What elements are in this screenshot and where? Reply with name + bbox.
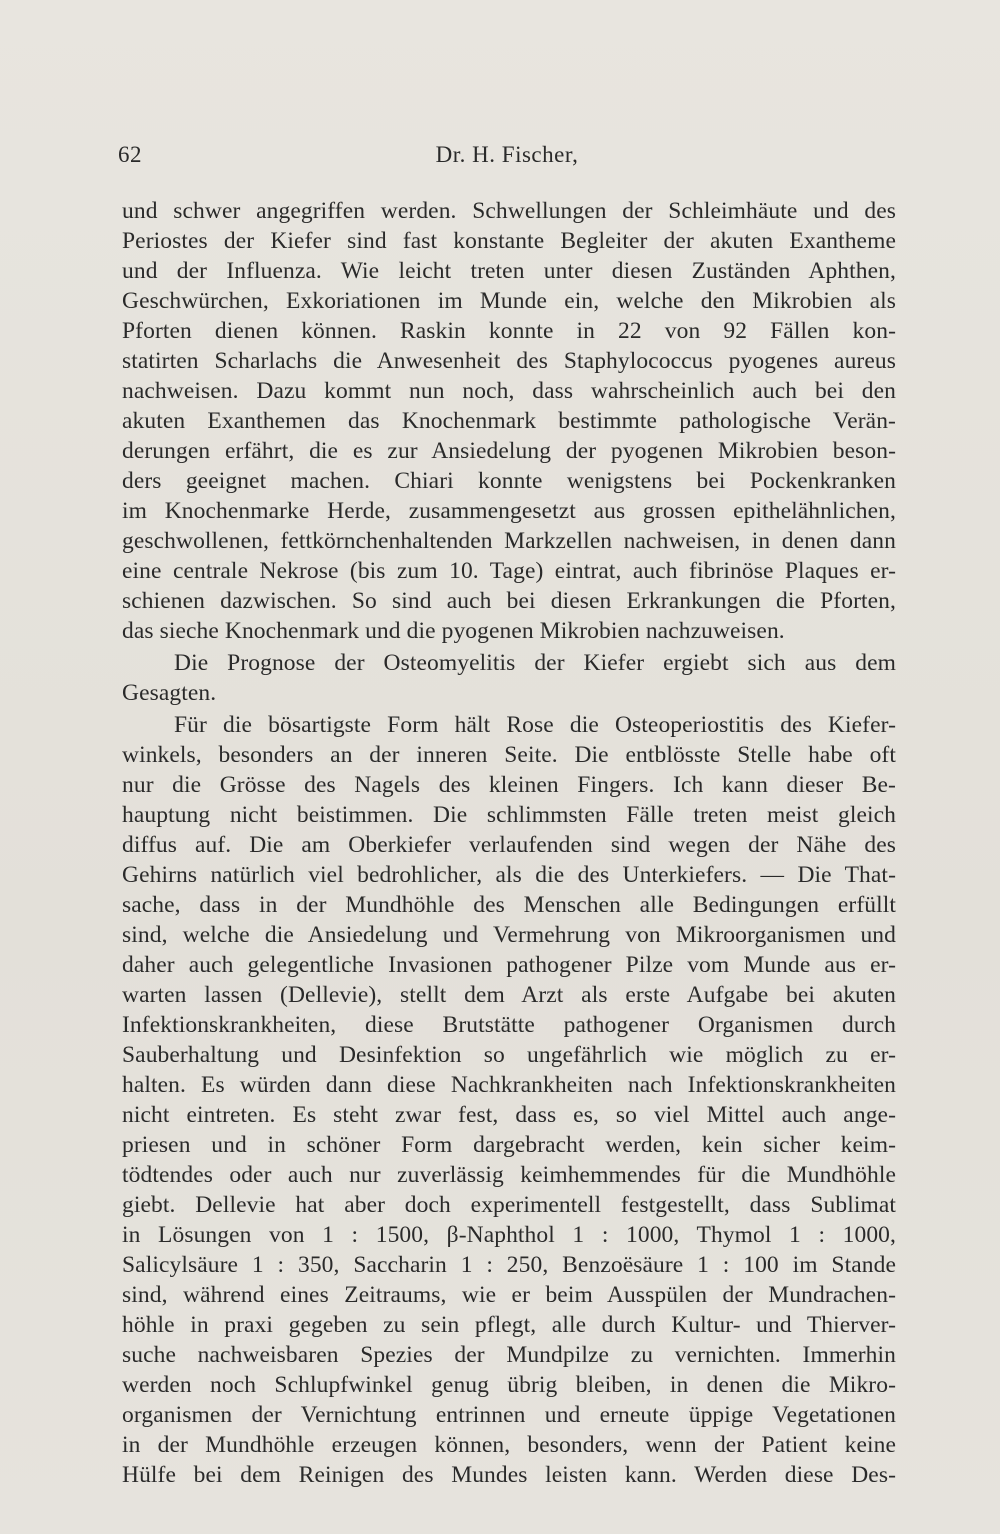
text-line: Pforten dienen können. Raskin konnte in 22 von 92 Fällen kon-	[122, 318, 896, 344]
text-line: das sieche Knochenmark und die pyogenen Mikrobien nachzuweisen.	[122, 618, 785, 644]
text-line: nicht eintreten. Es steht zwar fest, dass es, so viel Mittel auch ange-	[122, 1102, 896, 1128]
body-text	[122, 196, 896, 1490]
text-line: sind, welche die Ansiedelung und Vermehrung von Mikroorganismen und	[122, 922, 896, 948]
text-line: Gesagten.	[122, 680, 217, 706]
text-line: Hülfe bei dem Reinigen des Mundes leisten kann. Werden diese Des-	[122, 1462, 896, 1488]
page-number: 62	[118, 142, 142, 167]
running-head: Dr. H. Fischer,	[435, 142, 579, 167]
text-line: und der Influenza. Wie leicht treten unter diesen Zuständen Aphthen,	[122, 258, 896, 284]
text-line: warten lassen (Dellevie), stellt dem Arzt als erste Aufgabe bei akuten	[122, 982, 896, 1008]
text-line: Infektionskrankheiten, diese Brutstätte pathogener Organismen durch	[122, 1012, 896, 1038]
text-line: Periostes der Kiefer sind fast konstante Begleiter der akuten Exantheme	[122, 228, 896, 254]
text-line: halten. Es würden dann diese Nachkrankheiten nach Infektionskrankheiten	[122, 1072, 896, 1098]
text-line: organismen der Vernichtung entrinnen und erneute üppige Vegetationen	[122, 1402, 896, 1428]
text-line: derungen erfährt, die es zur Ansiedelung der pyogenen Mikrobien beson-	[122, 438, 896, 464]
text-line: daher auch gelegentliche Invasionen pathogener Pilze vom Munde aus er-	[122, 952, 896, 978]
text-line: werden noch Schlupfwinkel genug übrig bleiben, in denen die Mikro-	[122, 1372, 896, 1398]
text-line: schienen dazwischen. So sind auch bei diesen Erkrankungen die Pforten,	[122, 588, 896, 614]
text-line: in der Mundhöhle erzeugen können, besonders, wenn der Patient keine	[122, 1432, 896, 1458]
paragraph-2	[122, 648, 896, 708]
text-line: priesen und in schöner Form dargebracht werden, kein sicher keim-	[122, 1132, 896, 1158]
text-line: Für die bösartigste Form hält Rose die Osteoperiostitis des Kiefer-	[174, 712, 896, 738]
paragraph-1	[122, 196, 896, 646]
text-line: tödtendes oder auch nur zuverlässig keimhemmendes für die Mundhöhle	[122, 1162, 896, 1188]
text-line: akuten Exanthemen das Knochenmark bestimmte pathologische Verän-	[122, 408, 896, 434]
text-line: diffus auf. Die am Oberkiefer verlaufenden sind wegen der Nähe des	[122, 832, 896, 858]
text-line: hauptung nicht beistimmen. Die schlimmsten Fälle treten meist gleich	[122, 802, 896, 828]
text-line: geschwollenen, fettkörnchenhaltenden Markzellen nachweisen, in denen dann	[122, 528, 896, 554]
text-line: ders geeignet machen. Chiari konnte wenigstens bei Pockenkranken	[122, 468, 896, 494]
text-line: im Knochenmarke Herde, zusammengesetzt aus grossen epithelähnlichen,	[122, 498, 896, 524]
text-line: Sauberhaltung und Desinfektion so ungefährlich wie möglich zu er-	[122, 1042, 896, 1068]
text-line: Salicylsäure 1 : 350, Saccharin 1 : 250, Benzoësäure 1 : 100 im Stande	[122, 1252, 896, 1278]
text-line: eine centrale Nekrose (bis zum 10. Tage) eintrat, auch fibrinöse Plaques er-	[122, 558, 896, 584]
text-line: suche nachweisbaren Spezies der Mundpilze zu vernichten. Immerhin	[122, 1342, 896, 1368]
text-line: statirten Scharlachs die Anwesenheit des Staphylococcus pyogenes aureus	[122, 348, 896, 374]
text-line: nachweisen. Dazu kommt nun noch, dass wahrscheinlich auch bei den	[122, 378, 896, 404]
text-line: und schwer angegriffen werden. Schwellungen der Schleimhäute und des	[122, 198, 896, 224]
text-line: giebt. Dellevie hat aber doch experimentell festgestellt, dass Sublimat	[122, 1192, 896, 1218]
text-line: in Lösungen von 1 : 1500, β-Naphthol 1 : 1000, Thymol 1 : 1000,	[122, 1222, 896, 1248]
paragraph-3	[122, 710, 896, 1490]
text-line: höhle in praxi gegeben zu sein pflegt, alle durch Kultur- und Thierver-	[122, 1312, 896, 1338]
text-line: sind, während eines Zeitraums, wie er beim Ausspülen der Mundrachen-	[122, 1282, 896, 1308]
text-line: nur die Grösse des Nagels des kleinen Fingers. Ich kann dieser Be-	[122, 772, 896, 798]
text-line: sache, dass in der Mundhöhle des Menschen alle Bedingungen erfüllt	[122, 892, 896, 918]
text-line: winkels, besonders an der inneren Seite. Die entblösste Stelle habe oft	[122, 742, 896, 768]
text-line: Gehirns natürlich viel bedrohlicher, als die des Unterkiefers. — Die That-	[122, 862, 896, 888]
text-line: Geschwürchen, Exkoriationen im Munde ein, welche den Mikrobien als	[122, 288, 896, 314]
text-line: Die Prognose der Osteomyelitis der Kiefer ergiebt sich aus dem	[174, 650, 896, 676]
page-header	[118, 142, 896, 178]
